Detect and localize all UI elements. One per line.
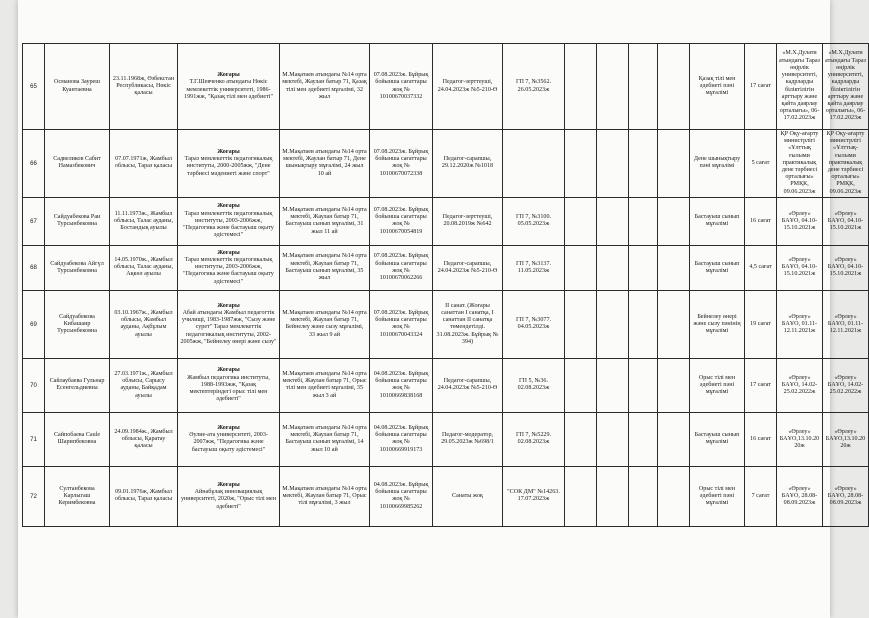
certificate-2: «М.Х.Дулати атындағы Тараз өңірлік университеті, кадрларды біліктілігін арттыру және қайта даярлау орталығы», 06-17.02.2023ж	[823, 44, 869, 130]
empty-cell	[597, 245, 629, 290]
hours-info: 16 сағат	[745, 412, 777, 466]
certificate-2: «Өрлеу» БАҰО, 01.11-12.11.2021ж	[823, 290, 869, 358]
scanned-page	[18, 0, 866, 618]
certificate-1: «Өрлеу» БАҰО, 04.10-15.10.2021ж	[777, 245, 823, 290]
table-row	[23, 290, 869, 358]
education-info: Жамбыл педагогика институты, 1988-1993жж, "Қазақ мектептеріндегі орыс тілі мен әдебиеті"	[187, 374, 270, 403]
education-level: Жоғары	[217, 249, 240, 256]
subject-info: Дене шынықтыру пәні мұғалімі	[690, 130, 745, 198]
category-info: Санаты жоқ	[433, 466, 503, 526]
hours-info: 16 сағат	[745, 197, 777, 245]
certificate-1: ҚР Оқу-ағарту министрлігі «Ұлттық ғылыми практикалық дене тәрбиесі орталығы» РМҚК, 09.06.2023ж	[777, 130, 823, 198]
table-row	[23, 130, 869, 198]
empty-cell	[597, 466, 629, 526]
subject-info: Бастауыш сынып мұғалімі	[690, 197, 745, 245]
education-level: Жоғары	[217, 72, 240, 79]
job-info: М.Мақатаев атындағы №14 орта мектебі, Жаулан батыр 71, Орыс тілі мен әдебиеті мұғалімі, 35 жыл 3 ай	[280, 358, 370, 412]
course-info: "СОК ДМ" №14263. 17.07.2023ж	[503, 466, 565, 526]
teacher-name: Сайдуабекова Айгүл Турсынбековна	[45, 245, 110, 290]
education-cell	[178, 412, 280, 466]
empty-cell	[629, 290, 658, 358]
category-info: Педагог-сарапшы, 29.12.2020ж №1018	[433, 130, 503, 198]
category-info: Педагог-сарапшы, 24.04.2023ж №5-210-Ө	[433, 358, 503, 412]
teacher-name: Сайдуабекова Кибашаир Турсынбековна	[45, 290, 110, 358]
certificate-2: ҚР Оқу-ағарту министрлігі «Ұлттық-ғылыми практикалық дене тәрбиесі орталығы» РМҚК, 09.06.2023ж	[823, 130, 869, 198]
empty-cell	[629, 412, 658, 466]
table-row	[23, 245, 869, 290]
row-number: 68	[23, 245, 45, 290]
table-row	[23, 197, 869, 245]
empty-cell	[565, 466, 597, 526]
row-number: 72	[23, 466, 45, 526]
education-level: Жоғары	[217, 481, 240, 488]
certificate-1: «Өрлеу» БАҰО, 14.02-25.02.2022ж	[777, 358, 823, 412]
order-info: 04.08.2023ж. Бұйрық бойынша сағаттары жоқ № 10100669919173	[370, 412, 433, 466]
certificate-1: «Өрлеу» БАҰО,13.10.2020ж	[777, 412, 823, 466]
hours-info: 5 сағат	[745, 130, 777, 198]
education-level: Жоғары	[217, 149, 240, 155]
course-info: ГП 7, №3077. 04.05.2023ж	[503, 290, 565, 358]
education-level: Жоғары	[217, 367, 240, 374]
empty-cell	[658, 412, 690, 466]
birth-info: 11.11.1973ж., Жамбыл облысы, Талас ауданы, Бостандық ауылы	[110, 197, 178, 245]
empty-cell	[629, 245, 658, 290]
teacher-name: Сайдуабекова Раи Турсынбековна	[45, 197, 110, 245]
empty-cell	[565, 197, 597, 245]
empty-cell	[597, 290, 629, 358]
empty-cell	[597, 412, 629, 466]
teacher-name: Османова Зауреш Куантаевна	[45, 44, 110, 130]
empty-cell	[629, 197, 658, 245]
empty-cell	[565, 358, 597, 412]
empty-cell	[565, 44, 597, 130]
empty-cell	[658, 358, 690, 412]
row-number: 69	[23, 290, 45, 358]
row-number: 71	[23, 412, 45, 466]
subject-info: Орыс тілі мен әдебиеті пәні мұғалімі	[690, 358, 745, 412]
category-info: Педагог-зерттеуші, 24.04.2023ж №5-210-Ө	[433, 44, 503, 130]
subject-info: Бейнелеу өнері және сызу пәнінің мұғалімі	[690, 290, 745, 358]
empty-cell	[658, 290, 690, 358]
teacher-name: Сайпобаева Саule Шарипбековна	[45, 412, 110, 466]
hours-info: 4,5 сағат	[745, 245, 777, 290]
birth-info: 14.05.1970ж., Жамбыл облысы, Талас ауданы, Ақкөл ауылы	[110, 245, 178, 290]
job-info: М.Мақатаев атындағы №14 орта мектебі, Жаулан батыр 71, Бастауыш сынып мұғалімі, 31 жыл 11 ай	[280, 197, 370, 245]
empty-cell	[658, 130, 690, 198]
hours-info: 17 сағат	[745, 44, 777, 130]
education-level: Жоғары	[217, 424, 240, 431]
birth-info: 09.01.1976ж, Жамбыл облысы, Тараз қаласы	[110, 466, 178, 526]
job-info: М.Мақатаев атындағы №14 орта мектебі, Жаулан батыр 71, Қазақ тілі мен әдебиеті мұғалімі, 32 жыл	[280, 44, 370, 130]
hours-info: 19 сағат	[745, 290, 777, 358]
row-number: 70	[23, 358, 45, 412]
education-cell	[178, 130, 280, 198]
certificate-2: «Өрлеу» БАҰО, 14.02-25.02.2022ж	[823, 358, 869, 412]
empty-cell	[565, 245, 597, 290]
category-info: II санат. (Жоғары санаттан I санатқа, I санаттан II санатқа төмендетілді. 31.08.2023ж. Бұйрық № 394)	[433, 290, 503, 358]
subject-info: Орыс тілі мен әдебиеті пәні мұғалімі	[690, 466, 745, 526]
education-info: Абай атындағы Жамбыл педагогтік училищі, 1983-1987жж, "Сызу және сурет" Тараз мемлекеттік педагогикалық институты, 2002-2005жж, "Бейнелеу өнері және сызу"	[180, 309, 277, 345]
certificate-1: «Өрлеу» БАҰО, 01.11-12.11.2021ж	[777, 290, 823, 358]
course-info: ГП 7, №3137. 11.05.2023ж	[503, 245, 565, 290]
course-info: ГП 7, №3562. 26.05.2023ж	[503, 44, 565, 130]
empty-cell	[597, 44, 629, 130]
order-info: 04.08.2023ж. Бұйрық бойынша сағаттары жоқ № 10100669985262	[370, 466, 433, 526]
empty-cell	[597, 358, 629, 412]
course-info	[503, 130, 565, 198]
certificate-2: «Өрлеу» БАҰО, 04.10-15.10.2021ж	[823, 245, 869, 290]
certificate-2: «Өрлеу» БАҰО, 28.08-08.09.2023ж	[823, 466, 869, 526]
teacher-name: Садвеликов Сабит Намазбекович	[45, 130, 110, 198]
order-info: 04.08.2023ж. Бұйрық бойынша сағаттары жоқ № 10100669838168	[370, 358, 433, 412]
category-info: Педагог-зерттеуші, 20.08.2019ж №642	[433, 197, 503, 245]
birth-info: 24.09.1984ж., Жамбыл облысы, Қаратау қаласы	[110, 412, 178, 466]
subject-info: Бастауыш сынып мұғалімі	[690, 412, 745, 466]
course-info: ГП 5, №36. 02.08.2023ж	[503, 358, 565, 412]
empty-cell	[629, 130, 658, 198]
job-info: М.Мақатаев атындағы №14 орта мектебі, Жаулан батыр 71, Дене шынықтыру мұғалімі, 24 жыл 10 ай	[280, 130, 370, 198]
education-info: Тараз мемлекеттік педагогикалық институты, 2003-2006жж, "Педагогика және бастауыш оқыту әдістемесі"	[183, 210, 274, 239]
course-info: ГП 7, №3100. 05.05.2023ж	[503, 197, 565, 245]
certificate-1: «Өрлеу» БАҰО, 28.08-08.09.2023ж	[777, 466, 823, 526]
row-number: 66	[23, 130, 45, 198]
empty-cell	[565, 130, 597, 198]
course-info: ГП 7, №5229. 02.08.2023ж	[503, 412, 565, 466]
education-info: Әулие-ата университеті, 2003-2007жж, "Педагогика және бастауыш оқыту әдістемесі"	[189, 432, 268, 453]
hours-info: 17 сағат	[745, 358, 777, 412]
empty-cell	[629, 44, 658, 130]
order-info: 07.08.2023ж. Бұйрық бойынша сағаттары жоқ № 10100670062266	[370, 245, 433, 290]
education-cell	[178, 358, 280, 412]
order-info: 07.08.2023ж. Бұйрық бойынша сағаттары жоқ № 10100670072338	[370, 130, 433, 198]
order-info: 07.08.2023ж. Бұйрық бойынша сағаттары жоқ № 10100670037332	[370, 44, 433, 130]
empty-cell	[658, 44, 690, 130]
empty-cell	[597, 130, 629, 198]
empty-cell	[629, 358, 658, 412]
empty-cell	[658, 197, 690, 245]
job-info: М.Мақатаев атындағы №14 орта мектебі, Жаулан батыр 71, Орыс тілі мұғалімі, 3 жыл	[280, 466, 370, 526]
education-cell	[178, 245, 280, 290]
table-row	[23, 358, 869, 412]
teacher-name: Сайлаубаева Гульнар Есенгельдиевна	[45, 358, 110, 412]
category-info: Педагог-модератор, 29.05.2023ж №698/1	[433, 412, 503, 466]
education-cell	[178, 44, 280, 130]
education-level: Жоғары	[217, 203, 240, 210]
education-info: Тараз мемлекеттік педагогикалық институты, 2000-2005жж, "Дене тәрбиесі мәдениеті және спорт"	[184, 156, 273, 177]
education-info: Тараз мемлекеттік педагогикалық институты, 2003-2006жж, "Педагогика және бастауыш оқыту әдістемесі"	[183, 257, 274, 285]
education-cell	[178, 290, 280, 358]
subject-info: Бастауыш сынып мұғалімі	[690, 245, 745, 290]
empty-cell	[565, 290, 597, 358]
certificate-1: «М.Х.Дулати атындағы Тараз өңірлік университеті, кадрларды біліктілігін арттыру және қайта даярлау орталығы», 06-17.02.2023ж	[777, 44, 823, 130]
row-number: 67	[23, 197, 45, 245]
table-row	[23, 412, 869, 466]
education-cell	[178, 197, 280, 245]
category-info: Педагог-сарапшы, 24.04.2023ж №5-210-Ө	[433, 245, 503, 290]
birth-info: 23.11.1968ж, Өзбекстан Республикасы, Нөкіс қаласы	[110, 44, 178, 130]
empty-cell	[658, 466, 690, 526]
job-info: М.Мақатаев атындағы №14 орта мектебі, Жаулан батыр 71, Бастауыш сынып мұғалімі, 14 жыл 10 ай	[280, 412, 370, 466]
certificate-1: «Өрлеу» БАҰО, 04.10-15.10.2021ж	[777, 197, 823, 245]
certificate-2: «Өрлеу» БАҰО, 04.10-15.10.2021ж	[823, 197, 869, 245]
empty-cell	[565, 412, 597, 466]
row-number: 65	[23, 44, 45, 130]
table-row	[23, 466, 869, 526]
education-info: Т.Г.Шевченко атындағы Нөкіс мемлекеттік университеті, 1986-1991жж, "Қазақ тілі мен әдебиеті"	[184, 79, 273, 100]
empty-cell	[597, 197, 629, 245]
birth-info: 07.07.1971ж, Жамбыл облысы, Тараз қаласы	[110, 130, 178, 198]
birth-info: 03.10.1967ж., Жамбыл облысы, Жамбыл ауданы, Ақбұлым ауылы	[110, 290, 178, 358]
order-info: 07.08.2023ж. Бұйрық бойынша сағаттары жоқ № 10100670043324	[370, 290, 433, 358]
education-level: Жоғары	[217, 302, 240, 309]
table-row	[23, 44, 869, 130]
certificate-2: «Өрлеу» БАҰО,13.10.2020ж	[823, 412, 869, 466]
education-cell	[178, 466, 280, 526]
order-info: 07.08.2023ж. Бұйрық бойынша сағаттары жоқ № 10100670054819	[370, 197, 433, 245]
teacher-name: Султанбекова Карлыгаш Керимбековна	[45, 466, 110, 526]
empty-cell	[629, 466, 658, 526]
hours-info: 7 сағат	[745, 466, 777, 526]
subject-info: Қазақ тілі мен әдебиеті пәні мұғалімі	[690, 44, 745, 130]
job-info: М.Мақатаев атындағы №14 орта мектебі, Жаулан батыр 71, Бастауыш сынып мұғалімі, 35 жыл	[280, 245, 370, 290]
education-info: Айнабұлақ инновациялық университеті, 2020ж, "Орыс тілі мен әдебиеті"	[180, 489, 277, 510]
empty-cell	[658, 245, 690, 290]
job-info: М.Мақатаев атындағы №14 орта мектебі, Жаулан батыр 71, Бейнелеу және сызу мұғалімі, 33 жыл 9 ай	[280, 290, 370, 358]
staff-table	[22, 43, 869, 527]
birth-info: 27.03.1971ж., Жамбыл облысы, Сарысу ауданы, Байқадам ауылы	[110, 358, 178, 412]
